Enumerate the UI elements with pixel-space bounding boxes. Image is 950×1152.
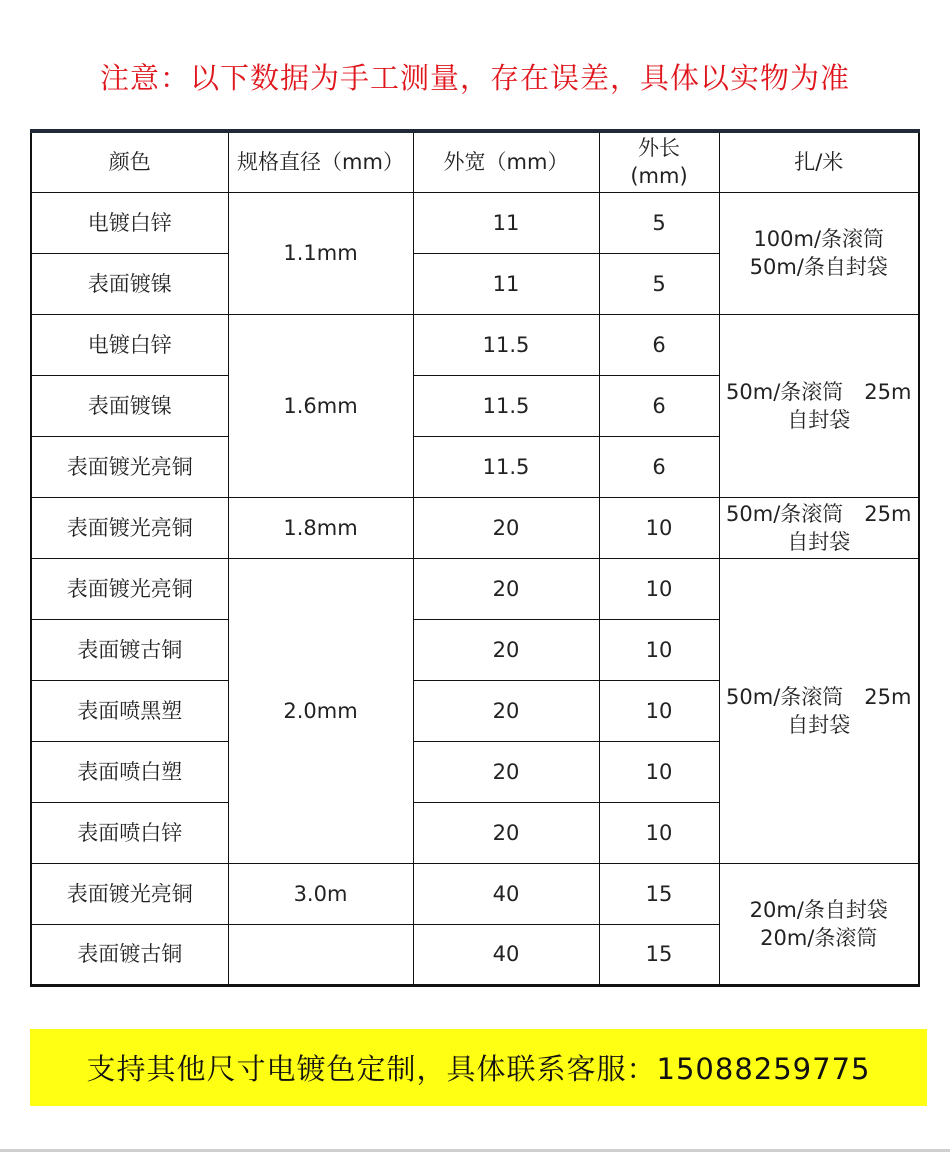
packaging-cell [719,497,919,558]
length-cell: 10 [599,619,719,680]
width-cell: 20 [413,741,599,802]
length-cell: 10 [599,741,719,802]
header-outer-width: 外宽（mm） [413,131,599,192]
width-cell: 11 [413,192,599,253]
length-cell: 6 [599,314,719,375]
header-color: 颜色 [31,131,228,192]
width-cell: 20 [413,619,599,680]
table-row [31,558,919,619]
width-cell: 40 [413,863,599,924]
header-diameter: 规格直径（mm） [228,131,413,192]
width-cell: 11 [413,253,599,314]
packaging-line: 20m/条滚筒 [760,925,878,950]
color-cell: 电镀白锌 [31,192,228,253]
color-cell: 表面喷白塑 [31,741,228,802]
diameter-cell: 2.0mm [228,558,413,863]
header-outer-length-line1: 外长 [638,136,680,161]
packaging-cell [719,863,919,985]
width-cell: 11.5 [413,375,599,436]
width-cell: 11.5 [413,314,599,375]
length-cell: 10 [599,497,719,558]
table-row [31,863,919,924]
length-cell: 15 [599,863,719,924]
color-cell: 表面镀光亮铜 [31,558,228,619]
length-cell: 15 [599,924,719,985]
packaging-line: 100m/条滚筒 [753,227,885,251]
table-row [31,314,919,375]
width-cell: 40 [413,924,599,985]
packaging-line: 自封袋 [787,529,851,554]
packaging-line: 50m/条自封袋 [749,255,888,279]
packaging-line: 20m/条自封袋 [749,897,888,922]
color-cell: 电镀白锌 [31,314,228,375]
custom-order-text: 支持其他尺寸电镀色定制，具体联系客服：15088259775 [86,1052,871,1086]
color-cell: 表面镀镍 [31,253,228,314]
width-cell: 20 [413,497,599,558]
width-cell: 11.5 [413,436,599,497]
color-cell: 表面镀古铜 [31,619,228,680]
custom-order-banner [30,1029,927,1106]
diameter-cell: 3.0m [228,863,413,924]
width-cell: 20 [413,802,599,863]
header-per-meter: 扎/米 [719,131,919,192]
packaging-line: 50m/条滚筒 25m [726,379,912,404]
packaging-cell [719,192,919,314]
color-cell: 表面镀光亮铜 [31,863,228,924]
length-cell: 10 [599,558,719,619]
length-cell: 5 [599,192,719,253]
color-cell: 表面喷白锌 [31,802,228,863]
packaging-cell [719,314,919,497]
width-cell: 20 [413,558,599,619]
packaging-line: 自封袋 [787,407,851,432]
table-header-row [31,131,919,192]
color-cell: 表面喷黑塑 [31,680,228,741]
color-cell: 表面镀镍 [31,375,228,436]
length-cell: 10 [599,802,719,863]
packaging-line: 50m/条滚筒 25m [726,501,912,526]
length-cell: 10 [599,680,719,741]
header-outer-length-line2: (mm) [630,164,688,189]
spec-table [30,129,920,987]
color-cell: 表面镀古铜 [31,924,228,985]
packaging-cell [719,558,919,863]
color-cell: 表面镀光亮铜 [31,436,228,497]
table-row [31,192,919,253]
diameter-cell: 1.8mm [228,497,413,558]
diameter-cell: 1.1mm [228,192,413,314]
packaging-line: 50m/条滚筒 25m [726,684,912,709]
length-cell: 5 [599,253,719,314]
length-cell: 6 [599,375,719,436]
color-cell: 表面镀光亮铜 [31,497,228,558]
diameter-cell: 1.6mm [228,314,413,497]
length-cell: 6 [599,436,719,497]
header-outer-length [599,131,719,192]
diameter-cell-empty [228,924,413,985]
width-cell: 20 [413,680,599,741]
notice-text: 注意：以下数据为手工测量，存在误差，具体以实物为准 [99,61,850,95]
packaging-line: 自封袋 [787,712,851,737]
table-row [31,497,919,558]
